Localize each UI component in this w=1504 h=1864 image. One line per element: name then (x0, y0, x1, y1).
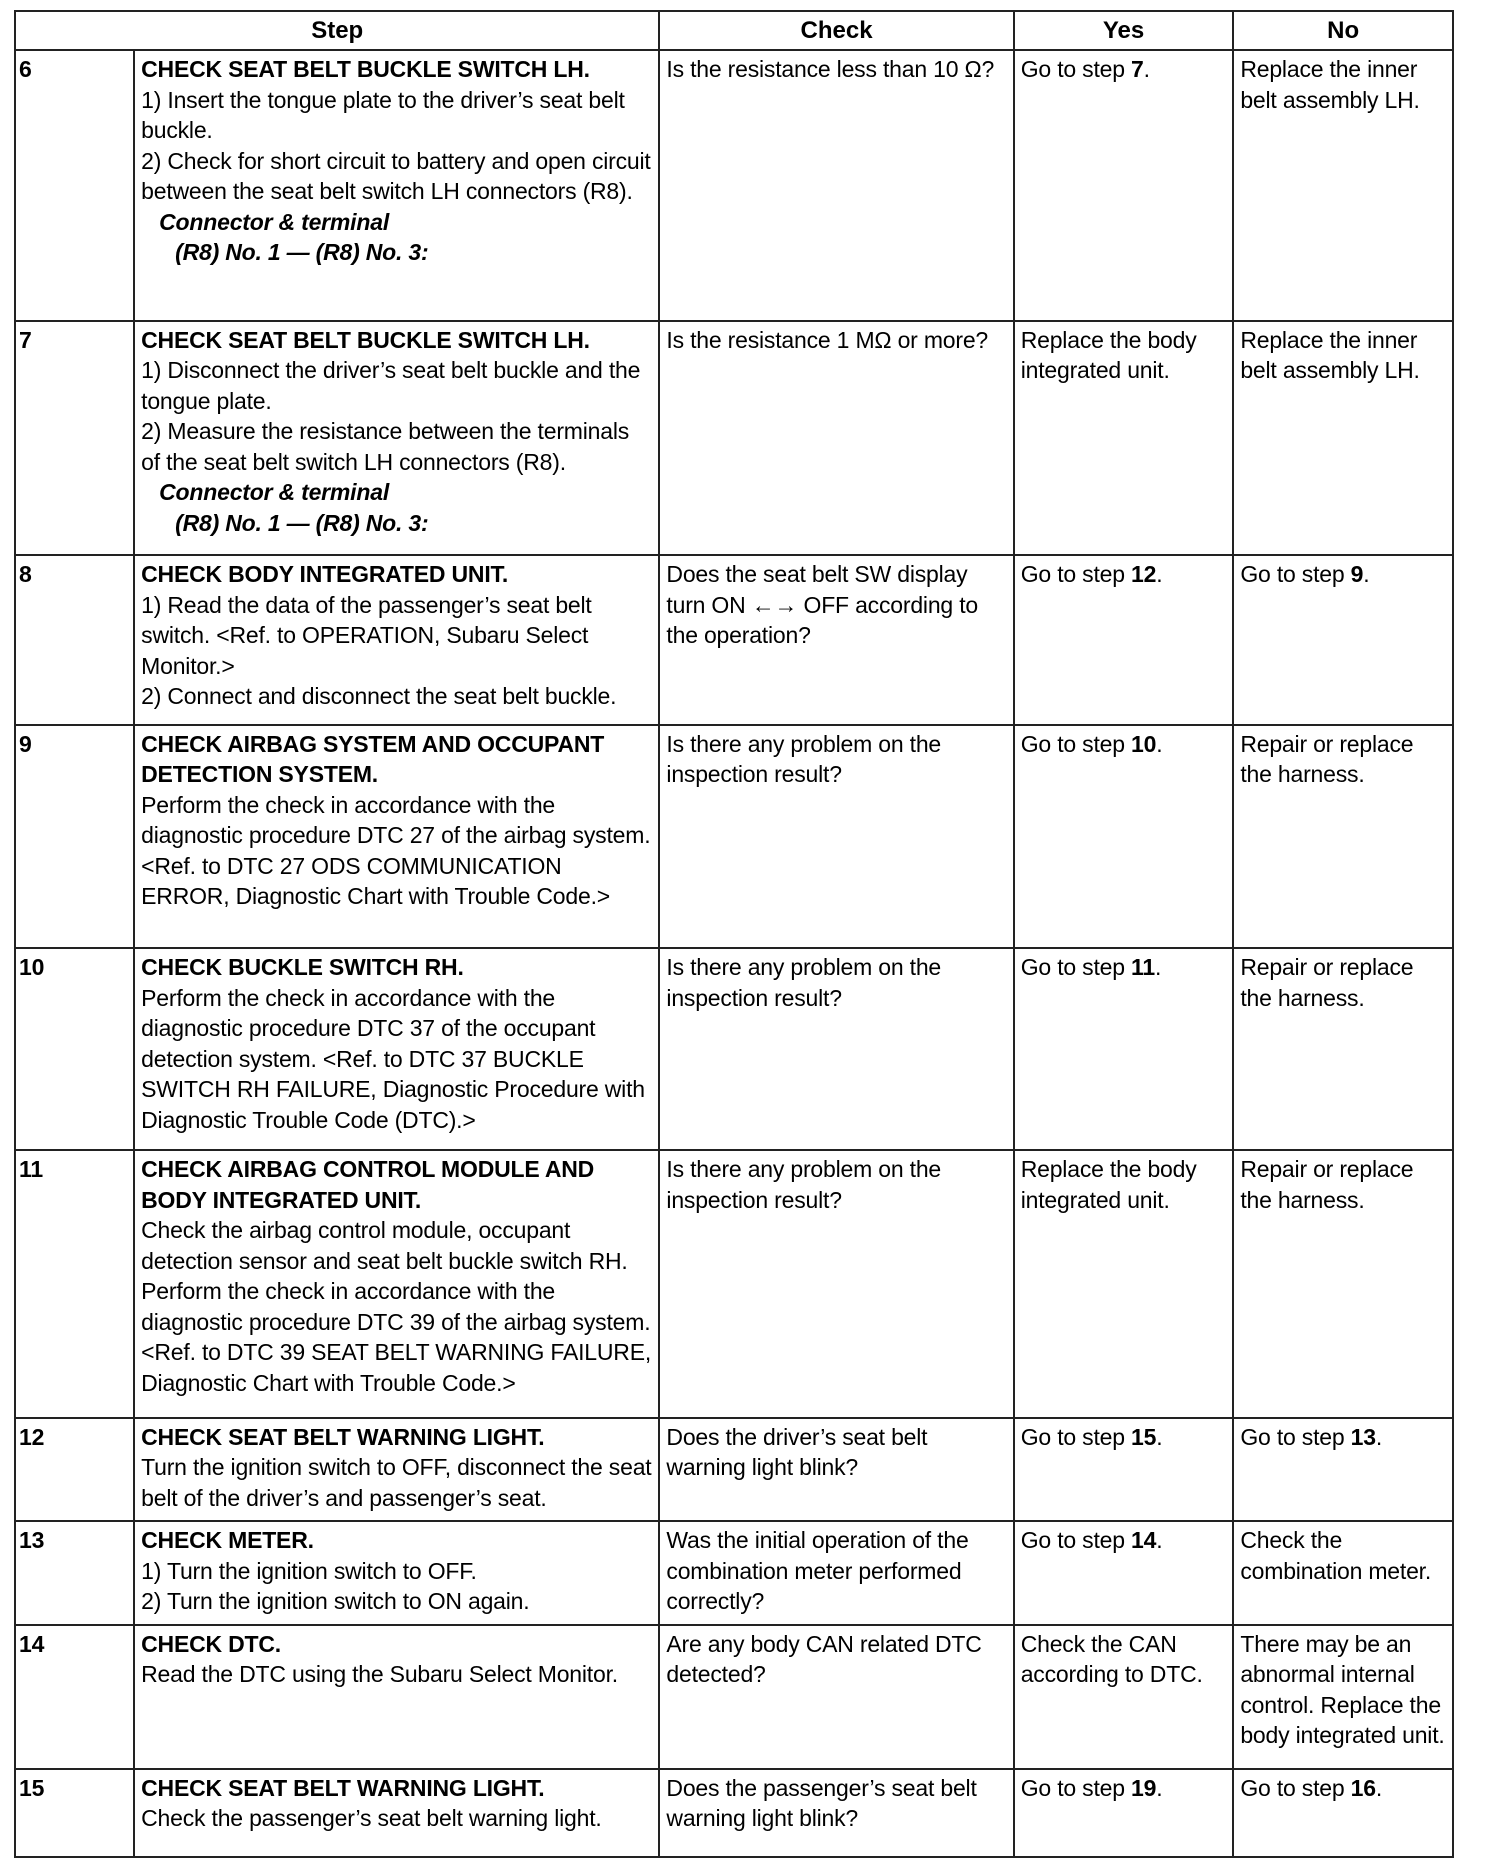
step-title: CHECK AIRBAG SYSTEM AND OCCUPANT DETECTION SYSTEM. (141, 730, 605, 788)
yes-text-end: . (1156, 1774, 1163, 1801)
check-cell: Is the resistance 1 MΩ or more? (659, 321, 1013, 556)
connector-label: Connector & terminal (159, 208, 390, 235)
yes-cell (1014, 1418, 1234, 1522)
yes-cell (1014, 50, 1234, 321)
yes-text-end: . (1156, 730, 1163, 757)
no-text-end: . (1363, 561, 1370, 588)
yes-cell (1014, 555, 1234, 724)
yes-cell (1014, 321, 1234, 556)
step-title: CHECK SEAT BELT BUCKLE SWITCH LH. (141, 56, 590, 82)
yes-text: Go to step (1020, 1423, 1132, 1450)
check-cell: Are any body CAN related DTC detected? (659, 1625, 1013, 1769)
check-cell: Is there any problem on the inspection result? (659, 725, 1013, 948)
table-row (15, 50, 1453, 321)
instruction-line: 1) Read the data of the passenger’s seat belt switch. <Ref. to OPERATION, Subaru Select Monitor.> (141, 591, 592, 679)
table-row (15, 1521, 1453, 1625)
yes-cell (1014, 1521, 1234, 1625)
instruction-line: Turn the ignition switch to OFF, disconnect the seat belt of the driver’s and passenger’s seat. (141, 1454, 652, 1511)
step-number: 8 (15, 555, 134, 724)
instruction-line: Perform the check in accordance with the diagnostic procedure DTC 27 of the airbag system. <Ref. to DTC 27 ODS COMMUNICATION ERROR, Diagnostic Chart with Trouble Code.> (141, 791, 651, 910)
no-cell (1233, 321, 1453, 556)
instruction-line: 2) Measure the resistance between the terminals of the seat belt switch LH connectors (R8). (141, 418, 630, 475)
step-instructions (141, 983, 652, 1136)
no-text: Repair or replace the harness. (1240, 730, 1414, 788)
yes-cell (1014, 1625, 1234, 1769)
no-cell (1233, 948, 1453, 1150)
instruction-line: Perform the check in accordance with the diagnostic procedure DTC 37 of the occupant detection system. <Ref. to DTC 37 BUCKLE SWITCH RH FAILURE, Diagnostic Procedure with Diagnostic Trouble Code (DTC).> (141, 984, 645, 1133)
yes-text: Go to step (1020, 56, 1132, 82)
yes-step-number: 11 (1131, 954, 1155, 981)
step-cell (134, 1418, 659, 1522)
step-cell (134, 1150, 659, 1418)
check-cell: Was the initial operation of the combination meter performed correctly? (659, 1521, 1013, 1625)
no-text: Check the combination meter. (1240, 1527, 1432, 1584)
step-instructions (141, 1659, 652, 1690)
no-text: Go to step (1240, 561, 1351, 588)
no-cell (1233, 1769, 1453, 1857)
step-instructions (141, 590, 652, 712)
yes-text: Go to step (1020, 954, 1132, 981)
instruction-line: Check the passenger’s seat belt warning light. (141, 1805, 602, 1832)
yes-step-number: 19 (1131, 1774, 1157, 1801)
instruction-line: Read the DTC using the Subaru Select Monitor. (141, 1661, 618, 1688)
check-cell: Is there any problem on the inspection result? (659, 1150, 1013, 1418)
yes-text-end: . (1156, 561, 1163, 588)
step-number: 14 (15, 1625, 134, 1769)
step-number: 7 (15, 321, 134, 556)
yes-step-number: 15 (1131, 1423, 1157, 1450)
table-row (15, 1625, 1453, 1769)
yes-step-number: 14 (1131, 1527, 1157, 1554)
step-number: 13 (15, 1521, 134, 1625)
step-cell (134, 1521, 659, 1625)
yes-text: Go to step (1020, 1527, 1132, 1554)
yes-text: Check the CAN according to DTC. (1020, 1630, 1203, 1688)
step-title: CHECK SEAT BELT WARNING LIGHT. (141, 1423, 545, 1450)
instruction-line: Perform the check in accordance with the diagnostic procedure DTC 39 of the airbag system. <Ref. to DTC 39 SEAT BELT WARNING FAILURE, Diagnostic Chart with Trouble Code.> (141, 1278, 652, 1396)
no-cell (1233, 1521, 1453, 1625)
no-step-number: 13 (1350, 1423, 1376, 1450)
no-cell (1233, 1625, 1453, 1769)
no-step-number: 16 (1350, 1774, 1376, 1801)
check-cell: Does the passenger’s seat belt warning light blink? (659, 1769, 1013, 1857)
yes-text-end: . (1154, 954, 1162, 981)
yes-cell (1014, 1150, 1234, 1418)
step-number: 6 (15, 50, 134, 321)
header-no: No (1233, 11, 1453, 50)
yes-cell (1014, 1769, 1234, 1857)
no-text-end: . (1375, 1423, 1383, 1450)
no-cell (1233, 725, 1453, 948)
diagnostic-table (14, 10, 1454, 1858)
step-cell (134, 1769, 659, 1857)
yes-text: Go to step (1020, 1774, 1132, 1801)
table-row (15, 948, 1453, 1150)
yes-text: Go to step (1020, 561, 1132, 588)
step-number: 10 (15, 948, 134, 1150)
no-cell (1233, 1418, 1453, 1522)
no-text: Replace the inner belt assembly LH. (1240, 326, 1420, 384)
step-instructions (141, 85, 652, 207)
table-row (15, 321, 1453, 556)
table-row (15, 1150, 1453, 1418)
instruction-line: 1) Turn the ignition switch to OFF. (141, 1557, 477, 1584)
instruction-line: 2) Check for short circuit to battery and open circuit between the seat belt switch LH connectors (R8). (141, 147, 651, 204)
instruction-line: Check the airbag control module, occupant detection sensor and seat belt buckle switch RH. (141, 1217, 628, 1274)
yes-text: Go to step (1020, 730, 1132, 757)
step-number: 12 (15, 1418, 134, 1522)
instruction-line: 2) Connect and disconnect the seat belt buckle. (141, 683, 617, 710)
table-row (15, 1769, 1453, 1857)
no-text: Go to step (1240, 1774, 1351, 1801)
check-cell: Does the driver’s seat belt warning light blink? (659, 1418, 1013, 1522)
no-text-end: . (1375, 1774, 1383, 1801)
connector-label: Connector & terminal (159, 479, 390, 506)
instruction-line: 2) Turn the ignition switch to ON again. (141, 1588, 530, 1615)
step-instructions (141, 1215, 652, 1398)
no-step-number: 9 (1350, 561, 1364, 588)
step-cell (134, 321, 659, 556)
header-yes: Yes (1014, 11, 1234, 50)
step-title: CHECK BUCKLE SWITCH RH. (141, 954, 464, 981)
step-cell (134, 725, 659, 948)
step-cell (134, 50, 659, 321)
check-cell: Is the resistance less than 10 Ω? (659, 50, 1013, 321)
step-number: 11 (15, 1150, 134, 1418)
instruction-line: 1) Insert the tongue plate to the driver’s seat belt buckle. (141, 86, 625, 143)
yes-text-end: . (1156, 1527, 1163, 1554)
step-cell (134, 555, 659, 724)
check-cell: Does the seat belt SW display turn ON ←→ OFF according to the operation? (659, 555, 1013, 724)
step-number: 15 (15, 1769, 134, 1857)
step-title: CHECK SEAT BELT WARNING LIGHT. (141, 1774, 545, 1801)
yes-text-end: . (1143, 56, 1150, 82)
step-title: CHECK SEAT BELT BUCKLE SWITCH LH. (141, 326, 590, 353)
no-cell (1233, 1150, 1453, 1418)
yes-text: Replace the body integrated unit. (1020, 1156, 1197, 1213)
yes-text-end: . (1156, 1423, 1163, 1450)
step-instructions (141, 1803, 652, 1834)
step-instructions (141, 1556, 652, 1617)
table-row (15, 1418, 1453, 1522)
no-text: There may be an abnormal internal control. Replace the body integrated unit. (1240, 1630, 1445, 1749)
table-row (15, 555, 1453, 724)
step-cell (134, 1625, 659, 1769)
step-instructions (141, 790, 652, 912)
yes-step-number: 7 (1131, 56, 1144, 82)
yes-step-number: 10 (1131, 730, 1157, 757)
step-title: CHECK METER. (141, 1527, 314, 1554)
yes-cell (1014, 948, 1234, 1150)
step-instructions (141, 355, 652, 477)
no-text: Go to step (1240, 1423, 1351, 1450)
step-number: 9 (15, 725, 134, 948)
no-text: Replace the inner belt assembly LH. (1240, 56, 1420, 113)
table-row (15, 725, 1453, 948)
no-cell (1233, 555, 1453, 724)
step-cell (134, 948, 659, 1150)
connector-detail: (R8) No. 1 — (R8) No. 3: (175, 509, 429, 536)
step-title: CHECK DTC. (141, 1630, 281, 1657)
header-step: Step (15, 11, 659, 50)
step-title: CHECK AIRBAG CONTROL MODULE AND BODY INTEGRATED UNIT. (141, 1156, 595, 1213)
instruction-line: 1) Disconnect the driver’s seat belt buckle and the tongue plate. (141, 357, 641, 414)
no-text: Repair or replace the harness. (1240, 954, 1414, 1011)
check-cell: Is there any problem on the inspection result? (659, 948, 1013, 1150)
step-instructions (141, 1452, 652, 1513)
header-row (15, 11, 1453, 50)
step-title: CHECK BODY INTEGRATED UNIT. (141, 561, 509, 588)
header-check: Check (659, 11, 1013, 50)
connector-detail: (R8) No. 1 — (R8) No. 3: (175, 239, 429, 265)
no-cell (1233, 50, 1453, 321)
yes-text: Replace the body integrated unit. (1020, 326, 1197, 384)
yes-step-number: 12 (1131, 561, 1157, 588)
yes-cell (1014, 725, 1234, 948)
no-text: Repair or replace the harness. (1240, 1156, 1414, 1213)
table-body (15, 50, 1453, 1857)
